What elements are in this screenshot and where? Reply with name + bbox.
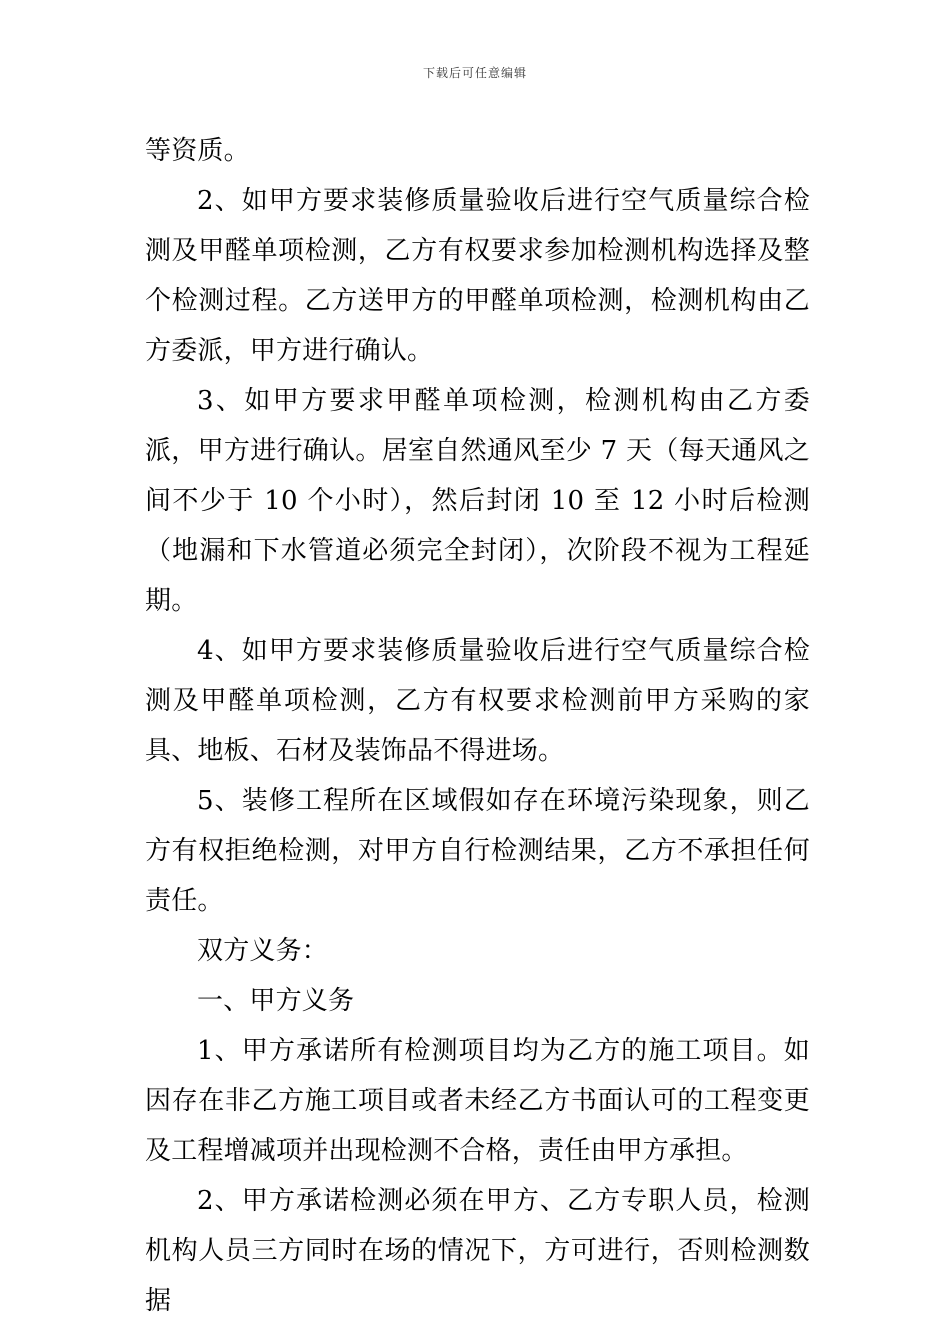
page-header: 下载后可任意编辑 bbox=[422, 66, 527, 80]
paragraph-5: 5、装修工程所在区域假如存在环境污染现象，则乙方有权拒绝检测，对甲方自行检测结果，乙方不承担任何责任。 bbox=[145, 786, 810, 916]
paragraph-6: 1、甲方承诺所有检测项目均为乙方的施工项目。如因存在非乙方施工项目或者未经乙方书面认可的工程变更及工程增减项并出现检测不合格，责任由甲方承担。 bbox=[145, 1036, 810, 1166]
section-heading-party-a-obligations: 一、甲方义务 bbox=[197, 986, 355, 1016]
paragraph-2: 2、如甲方要求装修质量验收后进行空气质量综合检测及甲醛单项检测，乙方有权要求参加检测机构选择及整个检测过程。乙方送甲方的甲醛单项检测，检测机构由乙方委派，甲方进行确认。 bbox=[145, 186, 810, 366]
paragraph-7: 2、甲方承诺检测必须在甲方、乙方专职人员，检测机构人员三方同时在场的情况下，方可进行，否则检测数据 bbox=[145, 1186, 810, 1316]
paragraph-1: 等资质。 bbox=[145, 136, 250, 166]
section-heading-mutual-obligations: 双方义务： bbox=[197, 936, 329, 966]
paragraph-4: 4、如甲方要求装修质量验收后进行空气质量综合检测及甲醛单项检测，乙方有权要求检测前甲方采购的家具、地板、石材及装饰品不得进场。 bbox=[145, 636, 810, 766]
document-body bbox=[145, 126, 810, 1326]
paragraph-3: 3、如甲方要求甲醛单项检测，检测机构由乙方委派，甲方进行确认。居室自然通风至少 7 天（每天通风之间不少于 10 个小时），然后封闭 10 至 12 小时后检测（地漏和下水管道必须完全封闭），次阶段不视为工程延期。 bbox=[145, 386, 810, 616]
